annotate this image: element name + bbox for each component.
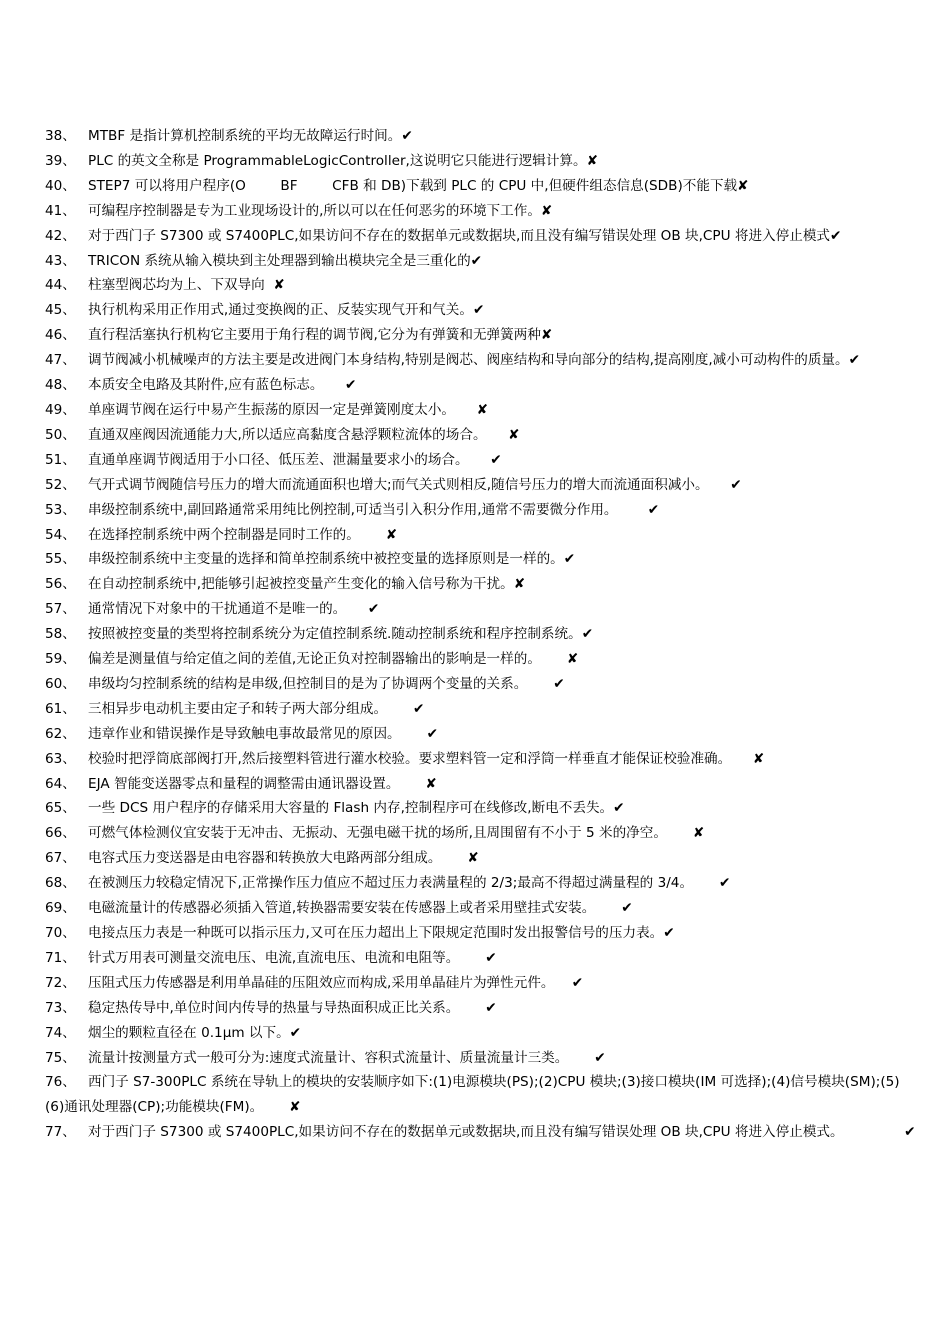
item-number: 77、: [45, 1124, 76, 1141]
item-text: 直通双座阀因流通能力大,所以适应高黏度含悬浮颗粒流体的场合。 ✘: [88, 426, 520, 443]
list-item: [45, 821, 917, 846]
list-item: [45, 124, 917, 149]
item-number: 73、: [45, 999, 76, 1016]
item-text: 违章作业和错误操作是导致触电事故最常见的原因。 ✔: [88, 725, 438, 742]
item-text: 一些 DCS 用户程序的存储采用大容量的 Flash 内存,控制程序可在线修改,断电不丢失。✔: [88, 800, 625, 817]
item-text: 流量计按测量方式一般可分为:速度式流量计、容积式流量计、质量流量计三类。 ✔: [88, 1049, 606, 1066]
item-number: 60、: [45, 675, 76, 692]
item-text: 电接点压力表是一种既可以指示压力,又可在压力超出上下限规定范围时发出报警信号的压力表。✔: [88, 925, 675, 941]
item-text: 柱塞型阀芯均为上、下双导向 ✘: [88, 277, 285, 294]
item-number: 41、: [45, 202, 76, 219]
item-text: 串级均匀控制系统的结构是串级,但控制目的是为了协调两个变量的关系。 ✔: [88, 675, 565, 692]
list-item: [45, 273, 917, 298]
list-item: [45, 423, 917, 448]
item-text: 对于西门子 S7300 或 S7400PLC,如果访问不存在的数据单元或数据块,而且没有编写错误处理 OB 块,CPU 将进入停止模式。 ✔: [88, 1124, 916, 1141]
list-item: [45, 572, 917, 597]
list-item: [45, 149, 917, 174]
item-text: 直行程活塞执行机构它主要用于角行程的调节阀,它分为有弹簧和无弹簧两种✘: [88, 327, 553, 344]
list-item: [45, 796, 917, 821]
item-text: 偏差是测量值与给定值之间的差值,无论正负对控制器输出的影响是一样的。 ✘: [88, 651, 579, 668]
item-text: 串级控制系统中主变量的选择和简单控制系统中被控变量的选择原则是一样的。✔: [88, 551, 576, 568]
item-number: 70、: [45, 925, 76, 941]
item-text: 电磁流量计的传感器必须插入管道,转换器需要安装在传感器上或者采用壁挂式安装。 ✔: [88, 900, 633, 917]
item-number: 47、: [45, 352, 76, 369]
list-item: [45, 772, 917, 797]
item-text: 本质安全电路及其附件,应有蓝色标志。 ✔: [88, 377, 357, 394]
item-number: 64、: [45, 775, 76, 792]
list-item: [45, 448, 917, 473]
list-item: [45, 1120, 917, 1145]
question-list: [45, 124, 917, 1145]
item-number: 52、: [45, 476, 76, 493]
item-text: 针式万用表可测量交流电压、电流,直流电压、电流和电阻等。 ✔: [88, 949, 497, 966]
item-text: EJA 智能变送器零点和量程的调整需由通讯器设置。 ✘: [88, 775, 437, 792]
list-item: [45, 597, 917, 622]
item-text: 烟尘的颗粒直径在 0.1μm 以下。✔: [88, 1024, 302, 1041]
item-text: 可燃气体检测仪宜安装于无冲击、无振动、无强电磁干扰的场所,且周围留有不小于 5 米的净空。 ✘: [88, 825, 705, 842]
item-number: 76、: [45, 1074, 76, 1091]
item-number: 68、: [45, 875, 76, 892]
item-number: 40、: [45, 177, 76, 194]
item-number: 69、: [45, 900, 76, 917]
item-text: 执行机构采用正作用式,通过变换阀的正、反装实现气开和气关。✔: [88, 302, 485, 319]
list-item: [45, 373, 917, 398]
list-item: [45, 996, 917, 1021]
list-item: [45, 249, 917, 274]
item-number: 62、: [45, 725, 76, 742]
item-number: 51、: [45, 451, 76, 468]
item-text: 压阻式压力传感器是利用单晶硅的压阻效应而构成,采用单晶硅片为弹性元件。 ✔: [88, 974, 584, 991]
item-number: 71、: [45, 949, 76, 966]
item-number: 55、: [45, 551, 76, 568]
list-item: [45, 921, 917, 946]
list-item: [45, 672, 917, 697]
list-item: [45, 896, 917, 921]
item-text: 通常情况下对象中的干扰通道不是唯一的。 ✔: [88, 601, 380, 618]
list-item: [45, 647, 917, 672]
list-item: [45, 871, 917, 896]
item-number: 72、: [45, 974, 76, 991]
item-text: TRICON 系统从输入模块到主处理器到输出模块完全是三重化的✔: [88, 252, 483, 269]
list-item: [45, 846, 917, 871]
list-item: [45, 697, 917, 722]
item-text: 直通单座调节阀适用于小口径、低压差、泄漏量要求小的场合。 ✔: [88, 451, 502, 468]
item-number: 65、: [45, 800, 76, 817]
item-number: 67、: [45, 850, 76, 867]
item-text: 单座调节阀在运行中易产生振荡的原因一定是弹簧刚度太小。 ✘: [88, 401, 489, 418]
item-text: 在选择控制系统中两个控制器是同时工作的。 ✘: [88, 526, 398, 543]
list-item: [45, 174, 917, 199]
item-number: 42、: [45, 227, 76, 244]
item-number: 75、: [45, 1049, 76, 1066]
item-text: 在自动控制系统中,把能够引起被控变量产生变化的输入信号称为干扰。✘: [88, 576, 526, 593]
list-item: [45, 348, 917, 373]
item-text: 对于西门子 S7300 或 S7400PLC,如果访问不存在的数据单元或数据块,而且没有编写错误处理 OB 块,CPU 将进入停止模式✔: [88, 227, 842, 244]
item-number: 46、: [45, 327, 76, 344]
list-item: [45, 747, 917, 772]
item-text: 串级控制系统中,副回路通常采用纯比例控制,可适当引入积分作用,通常不需要微分作用。 ✔: [88, 501, 660, 518]
list-item: [45, 498, 917, 523]
item-number: 56、: [45, 576, 76, 593]
item-text: 按照被控变量的类型将控制系统分为定值控制系统.随动控制系统和程序控制系统。✔: [88, 626, 594, 643]
list-item: [45, 971, 917, 996]
item-text: PLC 的英文全称是 ProgrammableLogicController,这说明它只能进行逻辑计算。✘: [88, 152, 598, 169]
item-number: 49、: [45, 401, 76, 418]
list-item: [45, 523, 917, 548]
list-item: [45, 1021, 917, 1046]
item-number: 54、: [45, 526, 76, 543]
item-number: 63、: [45, 750, 76, 767]
item-number: 61、: [45, 700, 76, 717]
list-item: [45, 946, 917, 971]
item-number: 48、: [45, 377, 76, 394]
item-text: 气开式调节阀随信号压力的增大而流通面积也增大;而气关式则相反,随信号压力的增大而流通面积减小。 ✔: [88, 476, 742, 493]
item-number: 45、: [45, 302, 76, 319]
item-number: 74、: [45, 1024, 76, 1041]
list-item: [45, 722, 917, 747]
item-text: STEP7 可以将用户程序(O BF CFB 和 DB)下载到 PLC 的 CPU 中,但硬件组态信息(SDB)不能下载✘: [88, 177, 749, 194]
item-number: 59、: [45, 651, 76, 668]
list-item: [45, 323, 917, 348]
item-text: 西门子 S7-300PLC 系统在导轨上的模块的安装顺序如下:(1)电源模块(PS);(2)CPU 模块;(3)接口模块(IM 可选择);(4)信号模块(SM);(5)(6)通讯处理器(CP);功能模块(FM)。 ✘: [45, 1074, 900, 1116]
item-number: 39、: [45, 152, 76, 169]
item-text: 调节阀减小机械噪声的方法主要是改进阀门本身结构,特别是阀芯、阀座结构和导向部分的结构,提高刚度,减小可动构件的质量。✔: [88, 352, 861, 369]
list-item: [45, 547, 917, 572]
item-text: 电容式压力变送器是由电容器和转换放大电路两部分组成。 ✘: [88, 850, 479, 867]
list-item: [45, 1070, 917, 1120]
list-item: [45, 298, 917, 323]
item-number: 57、: [45, 601, 76, 618]
item-number: 44、: [45, 277, 76, 294]
item-number: 43、: [45, 252, 76, 269]
item-text: MTBF 是指计算机控制系统的平均无故障运行时间。✔: [88, 128, 413, 144]
item-text: 校验时把浮筒底部阀打开,然后接塑料管进行灌水校验。要求塑料管一定和浮筒一样垂直才能保证校验准确。 ✘: [88, 750, 765, 767]
item-text: 三相异步电动机主要由定子和转子两大部分组成。 ✔: [88, 700, 425, 717]
item-number: 38、: [45, 128, 76, 144]
list-item: [45, 622, 917, 647]
item-number: 53、: [45, 501, 76, 518]
item-number: 58、: [45, 626, 76, 643]
list-item: [45, 199, 917, 224]
item-text: 在被测压力较稳定情况下,正常操作压力值应不超过压力表满量程的 2/3;最高不得超过满量程的 3/4。 ✔: [88, 875, 731, 892]
item-text: 稳定热传导中,单位时间内传导的热量与导热面积成正比关系。 ✔: [88, 999, 497, 1016]
item-text: 可编程序控制器是专为工业现场设计的,所以可以在任何恶劣的环境下工作。✘: [88, 202, 553, 219]
list-item: [45, 224, 917, 249]
list-item: [45, 398, 917, 423]
list-item: [45, 1046, 917, 1071]
item-number: 66、: [45, 825, 76, 842]
list-item: [45, 473, 917, 498]
item-number: 50、: [45, 426, 76, 443]
